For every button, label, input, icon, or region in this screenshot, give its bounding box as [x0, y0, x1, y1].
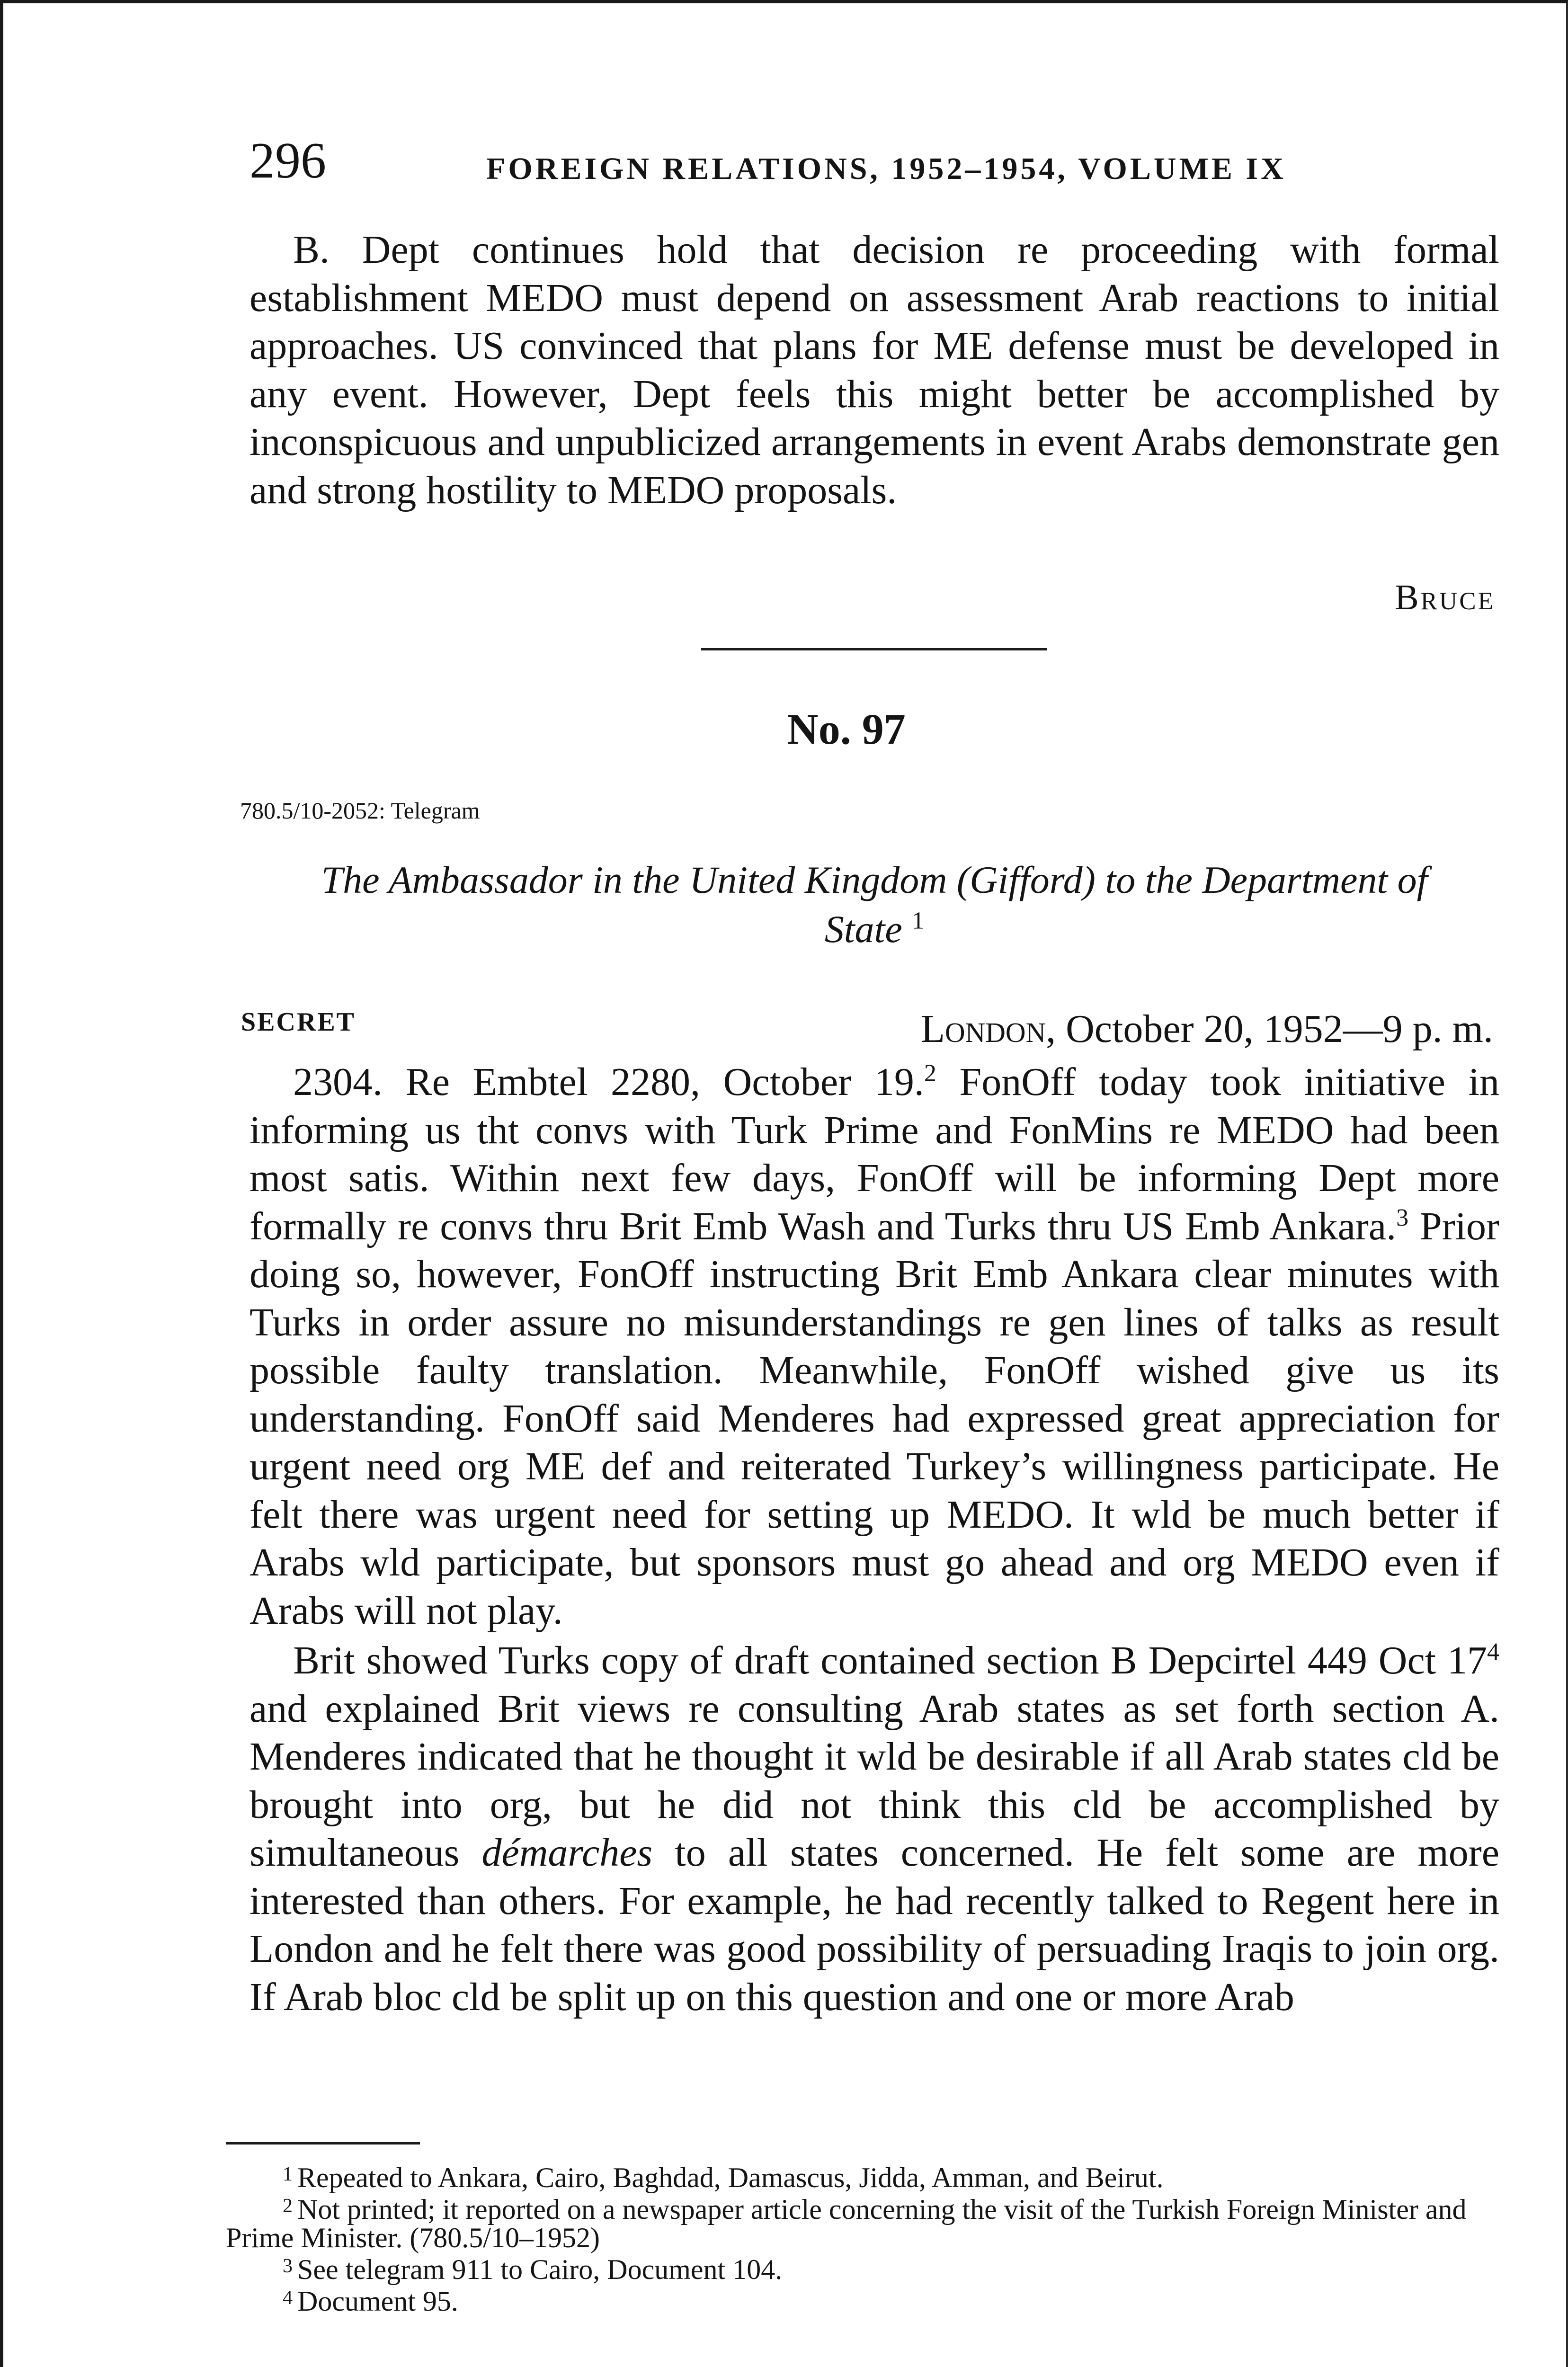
footnote-number: 2	[283, 2195, 293, 2217]
footnote-number: 3	[283, 2255, 293, 2277]
paragraph-1-part-a: 2304. Re Embtel 2280, October 19.	[293, 1060, 924, 1104]
dateline-date: , October 20, 1952—9 p. m.	[1046, 1007, 1493, 1051]
footnote-ref-3[interactable]: 3	[1396, 1204, 1409, 1231]
paragraph-1	[249, 1058, 1499, 1635]
footnote-text: Not printed; it reported on a newspaper article concerning the visit of the Turkish Foreign Minister and Prime Minister. (780.5/10–1952)	[226, 2194, 1467, 2253]
footnote-divider	[226, 2142, 420, 2145]
footnote	[226, 2160, 1476, 2192]
footnote-ref-4[interactable]: 4	[1487, 1638, 1499, 1665]
signature: Bruce	[1394, 578, 1495, 617]
paragraph-2-italic-term: démarches	[481, 1831, 653, 1875]
top-paragraph-block	[249, 226, 1499, 514]
footnote-text: See telegram 911 to Cairo, Document 104.	[297, 2254, 783, 2285]
footnote-text: Repeated to Ankara, Cairo, Baghdad, Damascus, Jidda, Amman, and Beirut.	[297, 2162, 1164, 2193]
dateline-place: London	[920, 1007, 1046, 1051]
footnote-number: 4	[283, 2287, 293, 2309]
page-number: 296	[249, 133, 326, 189]
paragraph-1-part-b: FonOff today took initiative in informing us tht convs with Turk Prime and FonMins re MEDO had been most satis. Within next few days, FonOff will be informing Dept more formally re convs thru Brit Emb Wash and Turks thru US Emb Ankara.	[249, 1060, 1499, 1248]
footnote-text: Document 95.	[297, 2286, 458, 2317]
footnote	[226, 2192, 1476, 2252]
document-number: No. 97	[787, 705, 906, 753]
document-title	[306, 855, 1443, 954]
footnote-number: 1	[283, 2163, 293, 2185]
dateline	[921, 1006, 1493, 1052]
paragraph-2	[249, 1637, 1499, 2021]
footnote-ref-1[interactable]: 1	[912, 907, 925, 934]
paragraph-2-part-c: to all states concerned. He felt some are more interested than others. For example, he had recently talked to Regent here in London and he felt there was good possibility of persuading Iraqis to join org. If Arab bloc cld be split up on this question and one or more Arab	[249, 1831, 1500, 2019]
footnote-ref-2[interactable]: 2	[924, 1060, 936, 1087]
page-header	[249, 130, 1499, 206]
footnote	[226, 2252, 1476, 2284]
section-divider	[701, 648, 1047, 650]
paragraph-1-part-c: Prior doing so, however, FonOff instructing Brit Emb Ankara clear minutes with Turks in order assure no misunderstandings re gen lines of talks as result possible faulty translation. Meanwhile, FonOff wished give us its understanding. FonOff said Menderes had expressed great appreciation for urgent need org ME def and reiterated Turkey’s willingness participate. He felt there was urgent need for setting up MEDO. It wld be much better if Arabs wld participate, but sponsors must go ahead and org MEDO even if Arabs will not play.	[249, 1204, 1500, 1633]
running-head: FOREIGN RELATIONS, 1952–1954, VOLUME IX	[486, 151, 1286, 186]
paragraph-2-part-b: and explained Brit views re consulting Arab states as set forth section A. Menderes indicated that he thought it wld be desirable if all Arab states cld be brought into org, but he did not think this cld be accomplished by simultaneous	[249, 1686, 1499, 1875]
top-paragraph: B. Dept continues hold that decision re proceeding with formal establishment MEDO must depend on assessment Arab reactions to initial approaches. US convinced that plans for ME defense must be developed in any event. However, Dept feels this might better be accomplished by inconspicuous and unpublicized arrangements in event Arabs demonstrate gen and strong hostility to MEDO proposals.	[249, 228, 1499, 512]
footnotes	[226, 2160, 1476, 2315]
classification: SECRET	[241, 1007, 356, 1037]
telegram-body	[249, 1058, 1499, 2021]
footnote	[226, 2284, 1476, 2315]
file-reference: 780.5/10-2052: Telegram	[240, 797, 480, 824]
paragraph-2-part-a: Brit showed Turks copy of draft contained section B Depcirtel 449 Oct 17	[293, 1638, 1487, 1682]
document-title-text: The Ambassador in the United Kingdom (Gifford) to the Department of State	[321, 858, 1428, 951]
